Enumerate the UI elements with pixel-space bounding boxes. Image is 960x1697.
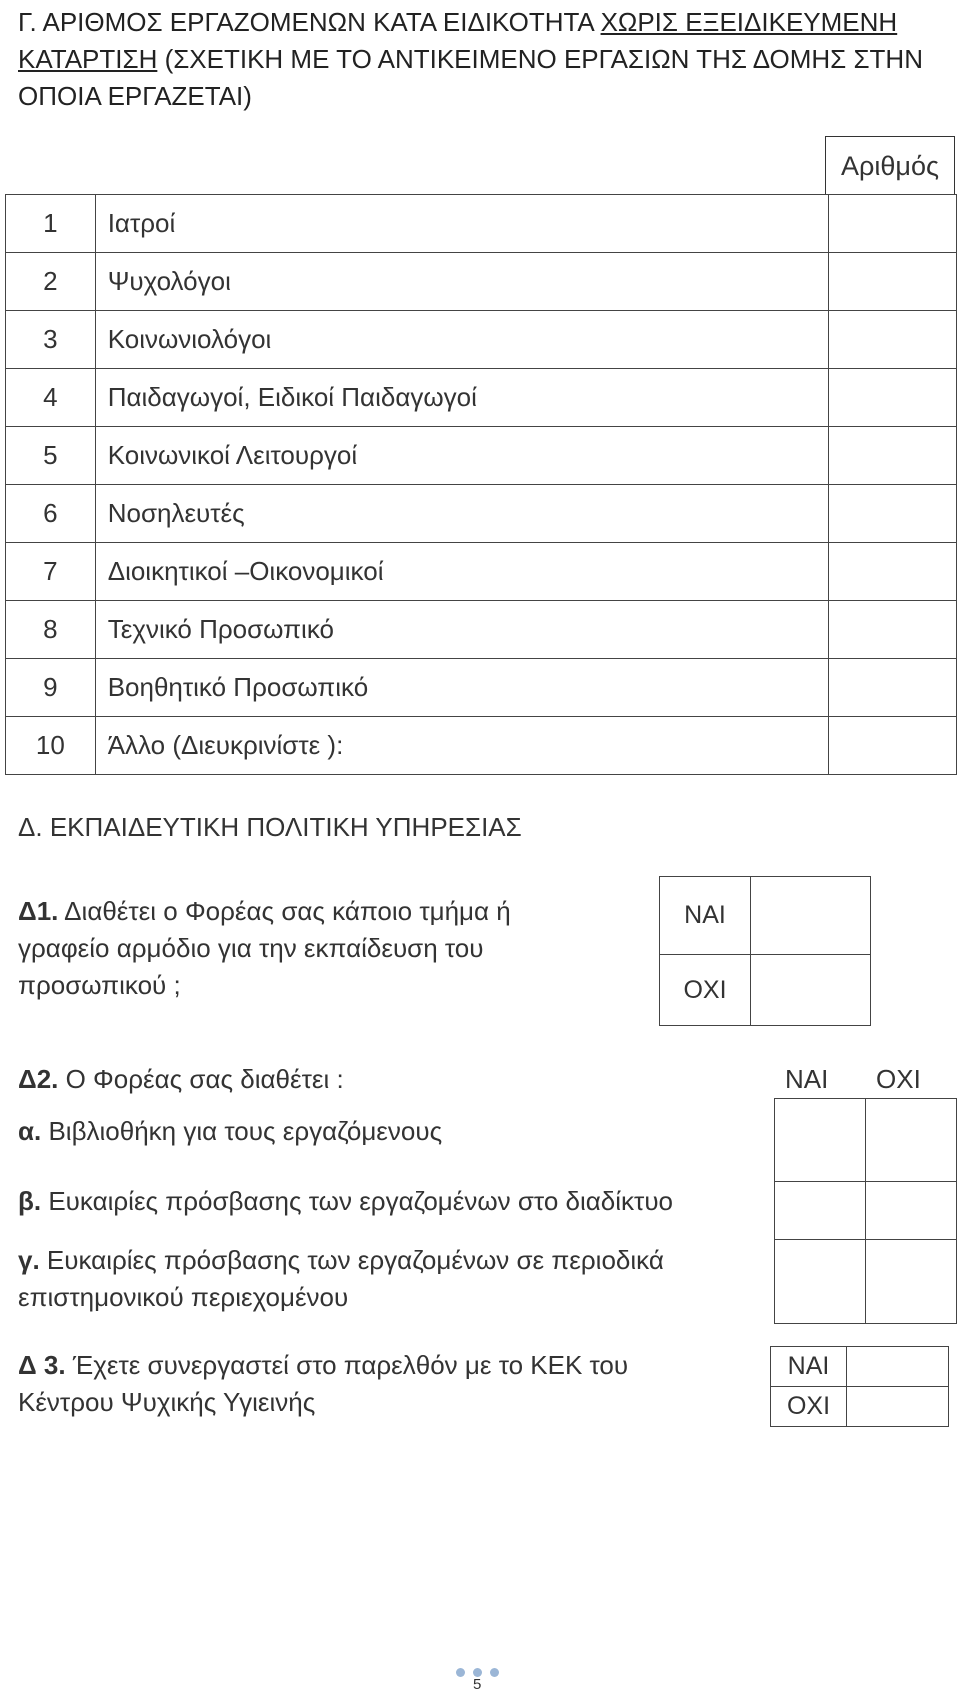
column-header-number: Αριθμός: [825, 136, 955, 194]
table-row: [6, 659, 957, 717]
question-d1-label: Δ1.: [18, 896, 59, 926]
d2-a-no-checkbox[interactable]: [866, 1099, 957, 1182]
question-d1-line3: προσωπικού ;: [18, 970, 181, 1000]
table-row: [6, 253, 957, 311]
row-number: 7: [6, 543, 96, 601]
row-label: Κοινωνιολόγοι: [95, 311, 828, 369]
d2-item-c: [18, 1242, 664, 1316]
question-d1-answer-box: [659, 876, 871, 1026]
d1-no-label: ΟΧΙ: [660, 955, 751, 1026]
d2-c-yes-checkbox[interactable]: [775, 1240, 866, 1324]
d2-item-b: [18, 1183, 673, 1220]
section-d-title: Δ. ΕΚΠΑΙΔΕΥΤΙΚΗ ΠΟΛΙΤΙΚΗ ΥΠΗΡΕΣΙΑΣ: [18, 812, 522, 842]
row-label: Τεχνικό Προσωπικό: [95, 601, 828, 659]
footer-dots-decoration: [456, 1664, 507, 1682]
d2-yes-header: ΝΑΙ: [785, 1064, 829, 1094]
heading-text-suffix: (ΣΧΕΤΙΚΗ ΜΕ ΤΟ ΑΝΤΙΚΕΙΜΕΝΟ ΕΡΓΑΣΙΩΝ ΤΗΣ ΔΟΜΗΣ ΣΤΗΝ ΟΠΟΙΑ ΕΡΓΑΖΕΤΑΙ): [18, 44, 923, 111]
d2-item-a-label: α.: [18, 1116, 42, 1146]
table-row: [6, 717, 957, 775]
table-row: [6, 485, 957, 543]
row-number: 4: [6, 369, 96, 427]
d1-yes-label: ΝΑΙ: [660, 877, 751, 955]
d2-item-c-text: Ευκαιρίες πρόσβασης των εργαζομένων σε περιοδικά: [46, 1245, 664, 1275]
row-count-input[interactable]: [828, 659, 956, 717]
row-count-input[interactable]: [828, 253, 956, 311]
d2-a-yes-checkbox[interactable]: [775, 1099, 866, 1182]
row-label: Άλλο (Διευκρινίστε ):: [95, 717, 828, 775]
d3-yes-label: ΝΑΙ: [771, 1347, 847, 1387]
row-number: 6: [6, 485, 96, 543]
row-label: Νοσηλευτές: [95, 485, 828, 543]
d3-no-label: ΟΧΙ: [771, 1387, 847, 1427]
question-d1-line2: γραφείο αρμόδιο για την εκπαίδευση του: [18, 933, 484, 963]
row-count-input[interactable]: [828, 195, 956, 253]
row-count-input[interactable]: [828, 311, 956, 369]
d2-c-no-checkbox[interactable]: [866, 1240, 957, 1324]
section-g-heading: [18, 4, 948, 115]
row-count-input[interactable]: [828, 717, 956, 775]
d2-item-b-text: Ευκαιρίες πρόσβασης των εργαζομένων στο διαδίκτυο: [48, 1186, 674, 1216]
row-number: 3: [6, 311, 96, 369]
page-number: 5: [473, 1676, 482, 1693]
row-count-input[interactable]: [828, 485, 956, 543]
row-label: Παιδαγωγοί, Ειδικοί Παιδαγωγοί: [95, 369, 828, 427]
row-count-input[interactable]: [828, 369, 956, 427]
question-d3-line1: Έχετε συνεργαστεί στο παρελθόν με το ΚΕΚ του: [72, 1350, 629, 1380]
staff-count-table: [5, 136, 957, 778]
table-row: [6, 311, 957, 369]
row-number: 2: [6, 253, 96, 311]
row-label: Κοινωνικοί Λειτουργοί: [95, 427, 828, 485]
question-d3: [18, 1347, 738, 1421]
row-count-input[interactable]: [828, 601, 956, 659]
d3-no-checkbox[interactable]: [847, 1387, 949, 1427]
table-row: [6, 543, 957, 601]
d1-yes-checkbox[interactable]: [751, 877, 871, 955]
d2-no-header: ΟΧΙ: [876, 1064, 921, 1094]
question-d3-line2: Κέντρου Ψυχικής Υγιεινής: [18, 1387, 316, 1417]
row-count-input[interactable]: [828, 427, 956, 485]
d2-item-c-text2: επιστημονικού περιεχομένου: [18, 1282, 349, 1312]
question-d3-label: Δ 3.: [18, 1350, 66, 1380]
row-label: Βοηθητικό Προσωπικό: [95, 659, 828, 717]
question-d1: [18, 893, 638, 1004]
table-row: [6, 601, 957, 659]
row-number: 10: [6, 717, 96, 775]
row-label: Ιατροί: [95, 195, 828, 253]
question-d1-line1: Διαθέτει ο Φορέας σας κάποιο τμήμα ή: [64, 896, 511, 926]
d2-item-a: [18, 1113, 442, 1150]
d2-b-no-checkbox[interactable]: [866, 1182, 957, 1240]
d2-item-a-text: Βιβλιοθήκη για τους εργαζόμενους: [48, 1116, 443, 1146]
table-row: [6, 427, 957, 485]
row-number: 5: [6, 427, 96, 485]
table-row: [6, 369, 957, 427]
d3-yes-checkbox[interactable]: [847, 1347, 949, 1387]
row-number: 8: [6, 601, 96, 659]
question-d2-text: Ο Φορέας σας διαθέτει :: [65, 1064, 344, 1094]
row-count-input[interactable]: [828, 543, 956, 601]
row-label: Διοικητικοί –Οικονομικοί: [95, 543, 828, 601]
heading-text: Γ. ΑΡΙΘΜΟΣ ΕΡΓΑΖΟΜΕΝΩΝ ΚΑΤΑ ΕΙΔΙΚΟΤΗΤΑ: [18, 7, 601, 37]
question-d3-answer-box: [770, 1346, 949, 1427]
d1-no-checkbox[interactable]: [751, 955, 871, 1026]
table-row: [6, 195, 957, 253]
question-d2: [18, 1061, 344, 1098]
staff-grid: [5, 194, 957, 775]
d2-item-b-label: β.: [18, 1186, 42, 1216]
question-d2-answer-grid: [774, 1098, 957, 1324]
d2-item-c-label: γ.: [18, 1245, 40, 1275]
question-d2-label: Δ2.: [18, 1064, 59, 1094]
d2-b-yes-checkbox[interactable]: [775, 1182, 866, 1240]
row-number: 1: [6, 195, 96, 253]
row-number: 9: [6, 659, 96, 717]
row-label: Ψυχολόγοι: [95, 253, 828, 311]
heading-underlined-text: ΧΩΡΙΣ ΕΞΕΙΔΙΚΕΥΜΕΝΗ ΚΑΤΑΡΤΙΣΗ: [18, 7, 898, 74]
